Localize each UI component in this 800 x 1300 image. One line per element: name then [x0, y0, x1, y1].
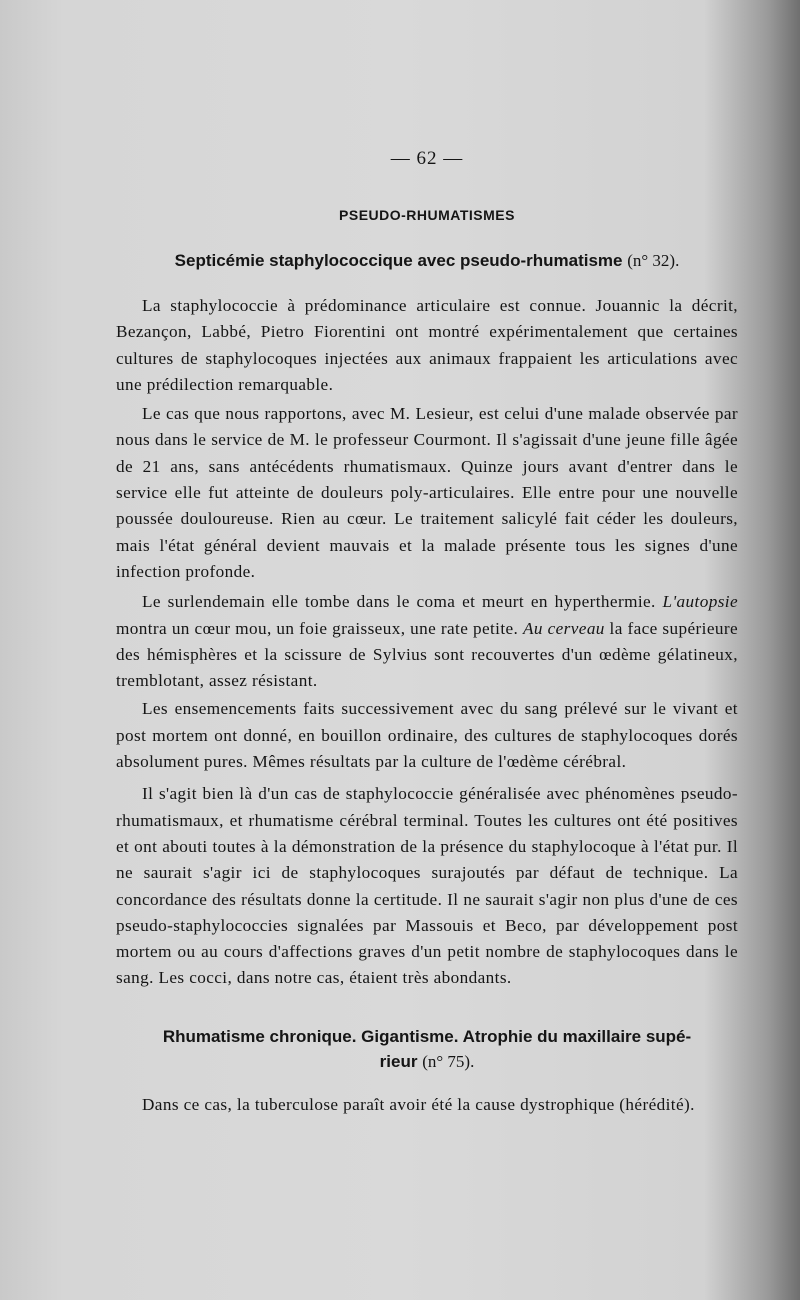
paragraph-3-italic-autopsie: L'autopsie: [662, 592, 738, 612]
paragraph-3-part-2: montra un cœur mou, un foie graisseux, une rate petite.: [116, 618, 523, 638]
subsection-title-2-line-2-text: rieur: [379, 1051, 418, 1071]
subsection-title-1: [116, 251, 738, 271]
paragraph-3-italic-cerveau: Au cerveau: [522, 618, 605, 638]
paragraph-3: [116, 589, 738, 694]
subsection-title-1-ref: (n° 32).: [627, 251, 680, 270]
paragraph-3-part-1: Le surlendemain elle tombe dans le coma et meurt en hyperthermie.: [142, 592, 663, 612]
paragraph-4: Les ensemencements faits successivement avec du sang prélevé sur le vivant et post mortem ont donné, en bouillon ordinaire, des cultures de staphylocoques dorés absolument pures. Mêmes résultats par la culture de l'œdème cérébral.: [116, 699, 738, 772]
paragraph-5: Il s'agit bien là d'un cas de staphylococcie généralisée avec phénomènes pseudo-rhumatismaux, et rhumatisme cérébral terminal. Toutes les cultures ont été positives et ont abouti toutes à la démonstration de la présence du staphylocoque à l'état pur. Il ne saurait s'agir ici de staphylocoques surajoutés par défaut de technique. La concordance des résultats donne la certitude. Il ne saurait s'agir non plus d'une de ces pseudo-staphylococcies signalées par Massouis et Beco, par développement post mortem ou au cours d'affections graves d'un petit nombre de staphylocoques dans le sang. Les cocci, dans notre cas, étaient très abondants.: [116, 784, 738, 988]
subsection-title-2: [116, 1024, 738, 1074]
section-title: PSEUDO-RHUMATISMES: [339, 207, 515, 223]
subsection-title-1-text: Septicémie staphylococcique avec pseudo-rhumatisme: [174, 251, 623, 270]
paragraph-3-part-3: la face supérieure des hémisphères et la scissure de Sylvius sont recouvertes d'un œdème gélatineux, tremblotant, assez résistant.: [116, 618, 739, 691]
subsection-title-2-ref: (n° 75).: [422, 1051, 475, 1071]
subsection-title-2-line-1: Rhumatisme chronique. Gigantisme. Atrophie du maxillaire supé-: [162, 1026, 692, 1046]
page-number: — 62 —: [390, 148, 464, 169]
subsection-title-2-line-2: [116, 1049, 738, 1074]
page-content: [116, 148, 738, 1118]
paragraph-2: Le cas que nous rapportons, avec M. Lesieur, est celui d'une malade observée par nous dans le service de M. le professeur Courmont. Il s'agissait d'une jeune fille âgée de 21 ans, sans antécédents rhumatismaux. Quinze jours avant d'entrer dans le service elle fut atteinte de douleurs poly-articulaires. Elle entre pour une nouvelle poussée douloureuse. Rien au cœur. Le traitement salicylé fait céder les douleurs, mais l'état général devient mauvais et la malade présente tous les signes d'une infection profonde.: [116, 404, 738, 581]
paragraph-6: Dans ce cas, la tuberculose paraît avoir été la cause dystrophique (hérédité).: [142, 1094, 695, 1114]
paragraph-1: La staphylococcie à prédominance articulaire est connue. Jouannic la décrit, Bezançon, Labbé, Pietro Fiorentini ont montré expérimentalement que certaines cultures de staphylocoques injectées aux animaux frappaient les articulations avec une prédilection remarquable.: [116, 296, 738, 394]
